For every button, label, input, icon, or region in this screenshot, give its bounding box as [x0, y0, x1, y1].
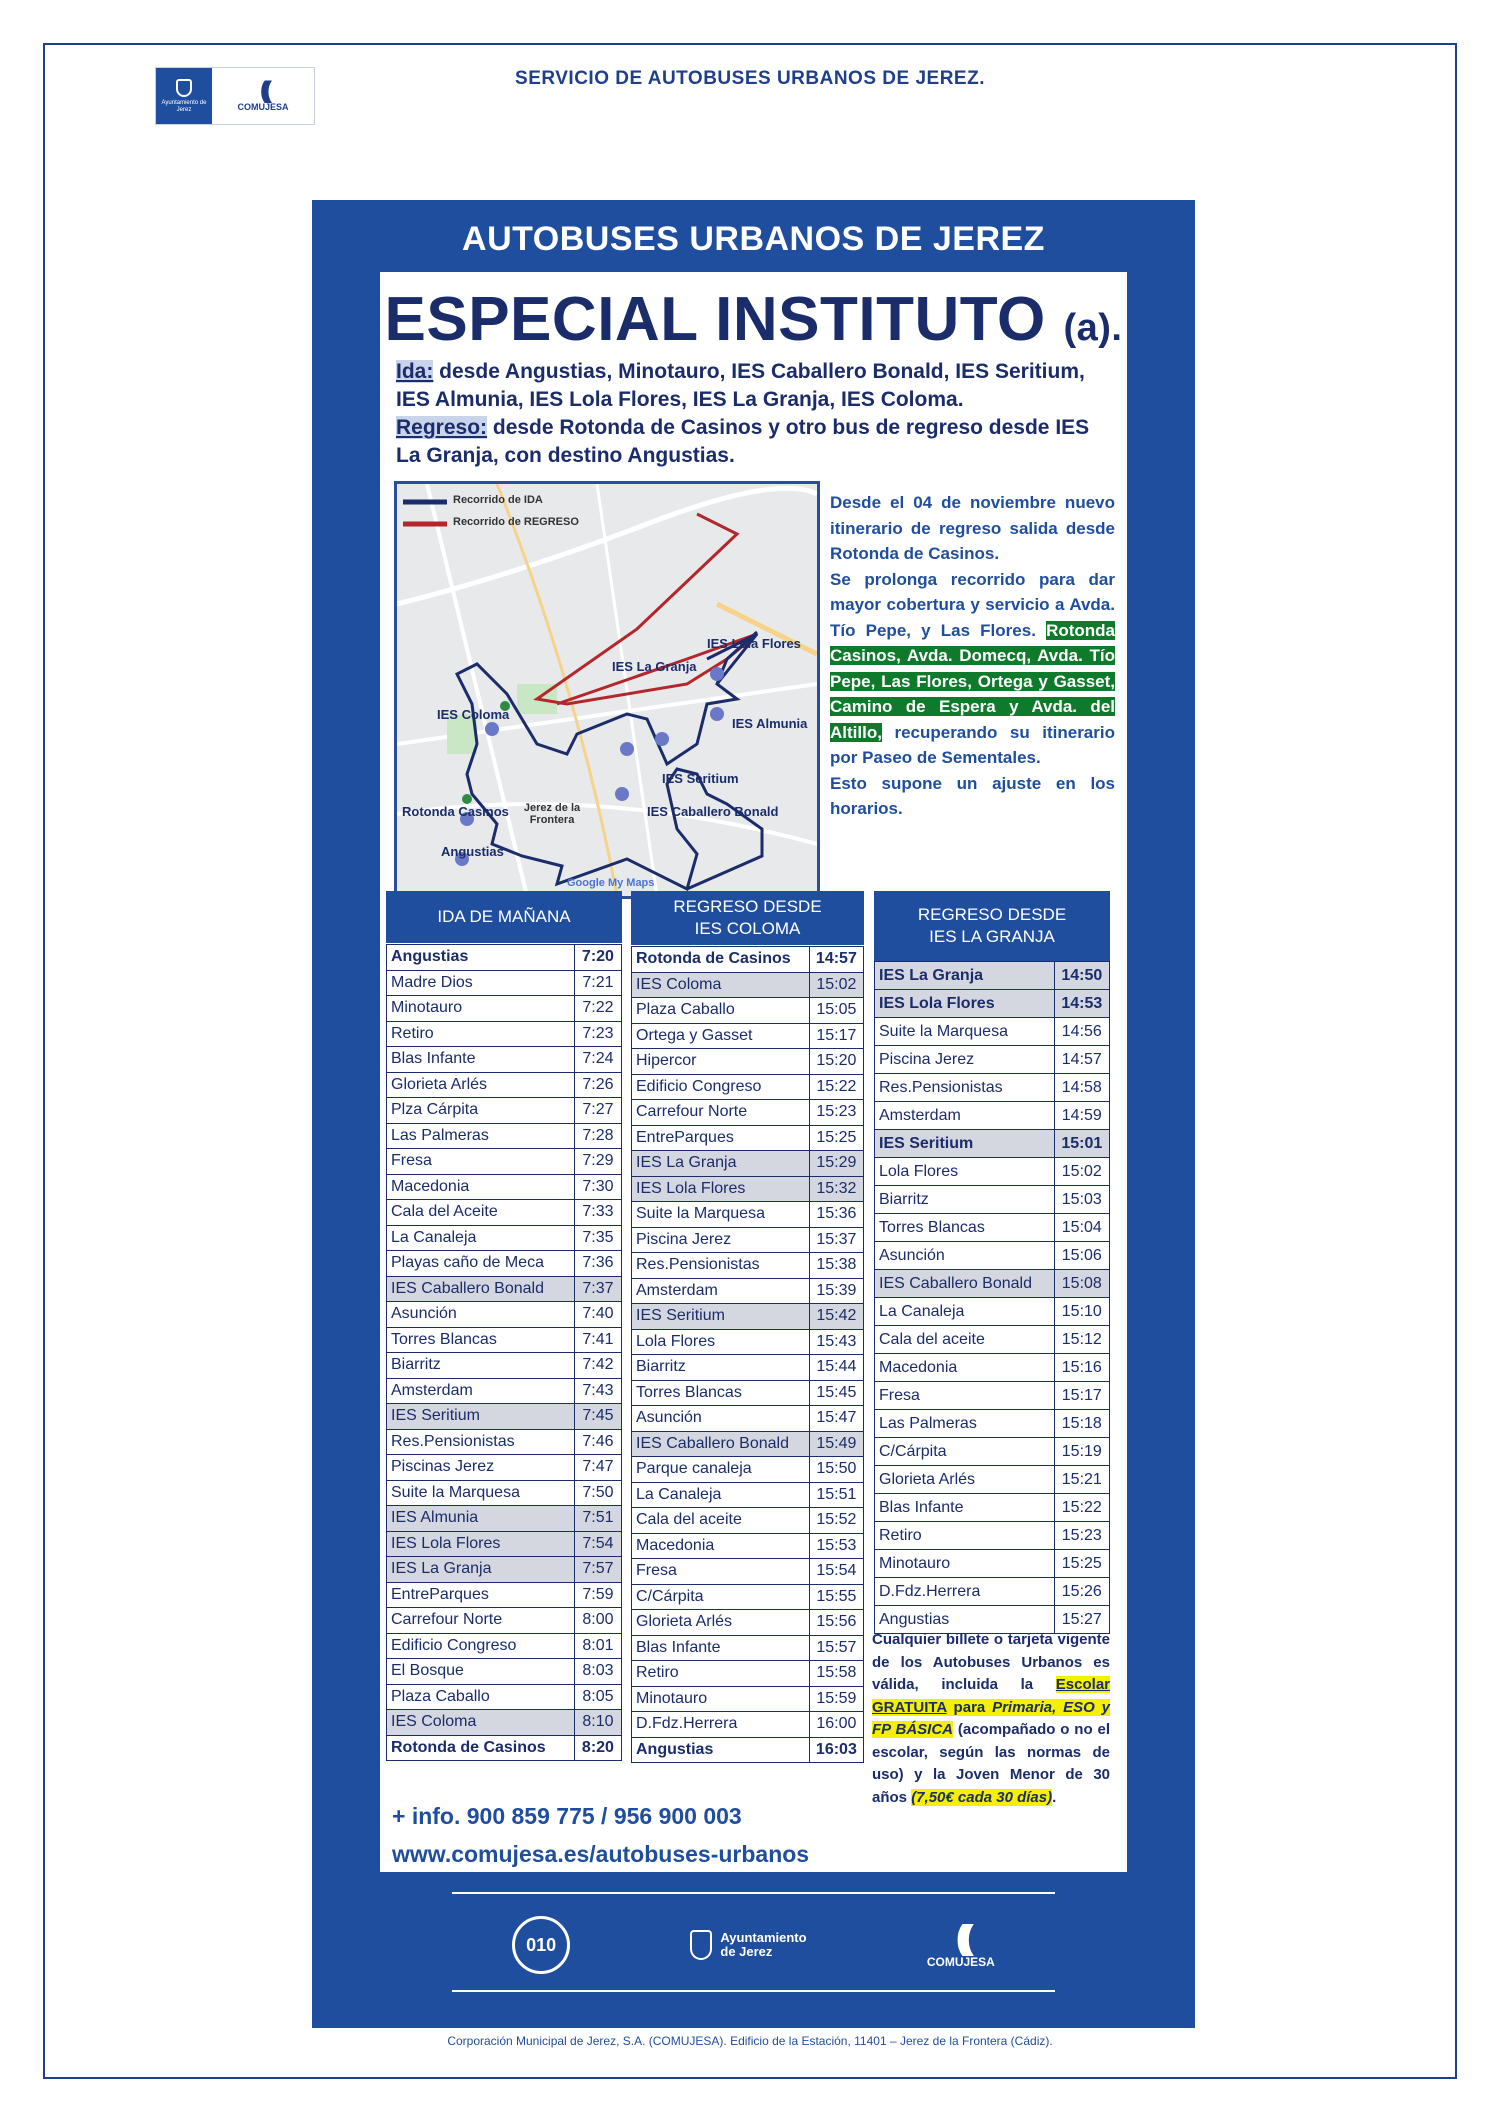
ayuntamiento-footer-logo: Ayuntamiento de Jerez	[690, 1930, 806, 1960]
ida-timetable	[386, 944, 622, 1761]
stop-time: 15:03	[1054, 1186, 1109, 1214]
stop-name: Macedonia	[875, 1354, 1055, 1382]
stop-name: Torres Blancas	[875, 1214, 1055, 1242]
route-change-notice: Desde el 04 de noviembre nuevo itinerario de regreso salida desde Rotonda de Casinos. Se prolonga recorrido para dar mayor cobertura y servicio a Avda. Tío Pepe, y Las Flores. Rotonda Casinos, Avda. Domecq, Avda. Tío Pepe, Las Flores, Ortega y Gasset, Camino de Espera y Avda. del Altillo, recuperando su itinerario por Paseo de Sementales. Esto supone un ajuste en los horarios.	[830, 493, 1115, 818]
stop-time: 14:53	[1054, 990, 1109, 1018]
stop-time: 15:44	[809, 1355, 863, 1381]
main-heading: ESPECIAL INSTITUTO (a).	[384, 285, 1123, 354]
timetable-row	[387, 1072, 622, 1098]
stop-time: 15:43	[809, 1329, 863, 1355]
route-map[interactable]: Recorrido de IDA Recorrido de REGRESO IES Lola Flores IES La Granja IES Coloma IES Almunia IES Seritium IES Caballero Bonald Rotonda Casinos Jerez de la Frontera Angustias Google My Maps	[394, 481, 820, 899]
stop-name: Plza Cárpita	[387, 1098, 575, 1124]
timetable-row	[632, 1431, 864, 1457]
timetable-row	[875, 1494, 1110, 1522]
timetable-row	[632, 1329, 864, 1355]
stop-name: IES Coloma	[387, 1710, 575, 1736]
timetable-row	[632, 1482, 864, 1508]
timetable-row	[632, 1227, 864, 1253]
timetable-row	[632, 1559, 864, 1585]
stop-time: 15:02	[1054, 1158, 1109, 1186]
granja-table-header: REGRESO DESDE IES LA GRANJA	[874, 891, 1110, 961]
timetable-row	[387, 1404, 622, 1430]
stop-time: 7:57	[574, 1557, 621, 1583]
timetable-row	[387, 1506, 622, 1532]
timetable-row	[632, 1635, 864, 1661]
010-logo: 010	[512, 1916, 570, 1974]
timetable-row	[632, 1253, 864, 1279]
stop-time: 15:56	[809, 1610, 863, 1636]
timetable-row	[632, 1737, 864, 1763]
comujesa-mark-icon: (((	[260, 77, 266, 104]
stop-name: Blas Infante	[387, 1047, 575, 1073]
timetable-row	[632, 1304, 864, 1330]
footer-divider	[452, 1892, 1055, 1894]
stop-time: 7:54	[574, 1531, 621, 1557]
stop-time: 8:00	[574, 1608, 621, 1634]
stop-time: 14:56	[1054, 1018, 1109, 1046]
stop-time: 15:08	[1054, 1270, 1109, 1298]
timetable-row	[875, 1550, 1110, 1578]
stop-name: Biarritz	[387, 1353, 575, 1379]
stop-time: 15:55	[809, 1584, 863, 1610]
timetable-row	[387, 945, 622, 971]
timetable-row	[875, 1326, 1110, 1354]
stop-name: Biarritz	[632, 1355, 810, 1381]
stop-name: Edificio Congreso	[387, 1633, 575, 1659]
timetable-row	[875, 1382, 1110, 1410]
timetable-row	[632, 1355, 864, 1381]
timetable-row	[387, 970, 622, 996]
stop-time: 15:42	[809, 1304, 863, 1330]
stop-name: C/Cárpita	[875, 1438, 1055, 1466]
stop-time: 16:00	[809, 1712, 863, 1738]
stop-name: Blas Infante	[632, 1635, 810, 1661]
stop-name: Plaza Caballo	[632, 998, 810, 1024]
stop-name: Suite la Marquesa	[875, 1018, 1055, 1046]
stop-name: Biarritz	[875, 1186, 1055, 1214]
stop-name: Suite la Marquesa	[632, 1202, 810, 1228]
timetable-row	[387, 1710, 622, 1736]
stop-time: 15:21	[1054, 1466, 1109, 1494]
contact-info	[392, 1797, 809, 1873]
page-footer: Corporación Municipal de Jerez, S.A. (COMUJESA). Edificio de la Estación, 11401 – Jerez de la Frontera (Cádiz).	[447, 2034, 1053, 2048]
timetable-row	[387, 1378, 622, 1404]
footer-divider	[452, 1990, 1055, 1992]
coloma-table-header: REGRESO DESDE IES COLOMA	[631, 891, 864, 945]
timetable-row	[875, 1438, 1110, 1466]
stop-name: Angustias	[632, 1737, 810, 1763]
timetable-row	[387, 1174, 622, 1200]
stop-time: 15:59	[809, 1686, 863, 1712]
comujesa-footer-logo: ((( COMUJESA	[926, 1919, 995, 1969]
stop-time: 15:04	[1054, 1214, 1109, 1242]
timetable-row	[875, 1102, 1110, 1130]
stop-name: Parque canaleja	[632, 1457, 810, 1483]
stop-name: Glorieta Arlés	[387, 1072, 575, 1098]
timetable-row	[632, 1125, 864, 1151]
stop-time: 15:26	[1054, 1578, 1109, 1606]
timetable-row	[632, 998, 864, 1024]
stop-name: Angustias	[875, 1606, 1055, 1634]
stop-time: 8:03	[574, 1659, 621, 1685]
stop-name: Fresa	[875, 1382, 1055, 1410]
stop-name: Cala del Aceite	[387, 1200, 575, 1226]
stop-name: Piscina Jerez	[875, 1046, 1055, 1074]
stop-time: 15:02	[809, 972, 863, 998]
timetable-row	[387, 1608, 622, 1634]
stop-name: Las Palmeras	[875, 1410, 1055, 1438]
intro-text: Ida: desde Angustias, Minotauro, IES Caballero Bonald, IES Seritium, IES Almunia, IES Lola Flores, IES La Granja, IES Coloma. Regreso: desde Rotonda de Casinos y otro bus de regreso desde IES La Granja, con destino Angustias.	[396, 360, 1090, 467]
timetable-row	[387, 1735, 622, 1761]
stop-time: 7:40	[574, 1302, 621, 1328]
stop-name: D.Fdz.Herrera	[875, 1578, 1055, 1606]
stop-name: IES Seritium	[387, 1404, 575, 1430]
timetable-row	[875, 1410, 1110, 1438]
stop-time: 15:10	[1054, 1298, 1109, 1326]
stop-time: 15:45	[809, 1380, 863, 1406]
stop-name: IES Coloma	[632, 972, 810, 998]
timetable-row	[632, 1074, 864, 1100]
regreso-label: Regreso:	[396, 416, 488, 439]
timetable-row	[632, 1584, 864, 1610]
stop-time: 15:12	[1054, 1326, 1109, 1354]
stop-time: 15:47	[809, 1406, 863, 1432]
stop-name: EntreParques	[387, 1582, 575, 1608]
timetable-row	[387, 1251, 622, 1277]
timetable-row	[632, 1508, 864, 1534]
timetable-row	[387, 1684, 622, 1710]
stop-name: Macedonia	[387, 1174, 575, 1200]
stop-name: Ortega y Gasset	[632, 1023, 810, 1049]
new-route-highlight: Rotonda Casinos, Avda. Domecq, Avda. Tío Pepe, Las Flores, Ortega y Gasset, Camino de Espera y Avda. del Altillo,	[830, 620, 1115, 742]
timetable-row	[632, 1100, 864, 1126]
stop-name: La Canaleja	[632, 1482, 810, 1508]
stop-name: Carrefour Norte	[387, 1608, 575, 1634]
stop-name: Cala del aceite	[875, 1326, 1055, 1354]
timetable-row	[632, 1176, 864, 1202]
timetable-row	[875, 1242, 1110, 1270]
stop-name: IES Lola Flores	[875, 990, 1055, 1018]
stop-name: Suite la Marquesa	[387, 1480, 575, 1506]
stop-time: 7:51	[574, 1506, 621, 1532]
timetable-row	[875, 1214, 1110, 1242]
stop-time: 15:17	[809, 1023, 863, 1049]
timetable-row	[875, 1354, 1110, 1382]
comujesa-logo: ((( COMUJESA	[237, 77, 289, 112]
stop-name: Glorieta Arlés	[875, 1466, 1055, 1494]
timetable-row	[387, 1047, 622, 1073]
timetable-row	[632, 1533, 864, 1559]
timetable-row	[875, 962, 1110, 990]
timetable-row	[387, 1123, 622, 1149]
stop-name: Amsterdam	[387, 1378, 575, 1404]
stop-name: IES Caballero Bonald	[387, 1276, 575, 1302]
timetable-row	[875, 990, 1110, 1018]
stop-name: IES Lola Flores	[387, 1531, 575, 1557]
timetable-row	[387, 1225, 622, 1251]
stop-name: La Canaleja	[875, 1298, 1055, 1326]
stop-time: 15:39	[809, 1278, 863, 1304]
stop-time: 8:10	[574, 1710, 621, 1736]
stop-time: 15:22	[809, 1074, 863, 1100]
stop-name: Minotauro	[632, 1686, 810, 1712]
stop-time: 15:22	[1054, 1494, 1109, 1522]
timetable-row	[632, 1712, 864, 1738]
google-attribution: Google My Maps	[567, 877, 655, 889]
stop-name: Torres Blancas	[387, 1327, 575, 1353]
timetable-row	[632, 1686, 864, 1712]
stop-time: 7:23	[574, 1021, 621, 1047]
ida-table-header: IDA DE MAÑANA	[386, 891, 622, 943]
poster	[312, 200, 1195, 2028]
fare-info: Cualquier billete o tarjeta vigente de los Autobuses Urbanos es válida, incluida la Escolar GRATUITA para Primaria, ESO y FP BÁSICA (acompañado o no el escolar, según las normas de uso) y la Joven Menor de 30 años (7,50€ cada 30 días).	[872, 1631, 1111, 1806]
stop-name: Rotonda de Casinos	[632, 947, 810, 973]
timetable-row	[875, 1186, 1110, 1214]
stop-name: Glorieta Arlés	[632, 1610, 810, 1636]
stop-name: El Bosque	[387, 1659, 575, 1685]
stop-time: 15:54	[809, 1559, 863, 1585]
stop-time: 14:58	[1054, 1074, 1109, 1102]
stop-time: 7:46	[574, 1429, 621, 1455]
poster-panel	[380, 272, 1127, 1872]
stop-name: Angustias	[387, 945, 575, 971]
stop-name: D.Fdz.Herrera	[632, 1712, 810, 1738]
stop-time: 7:41	[574, 1327, 621, 1353]
timetable-row	[875, 1018, 1110, 1046]
stop-time: 8:20	[574, 1735, 621, 1761]
stop-name: IES Caballero Bonald	[875, 1270, 1055, 1298]
ayuntamiento-logo: Ayuntamiento de Jerez	[156, 68, 212, 124]
timetable-row	[387, 1149, 622, 1175]
stop-time: 15:57	[809, 1635, 863, 1661]
stop-time: 7:21	[574, 970, 621, 996]
stop-name: Asunción	[875, 1242, 1055, 1270]
stop-time: 15:27	[1054, 1606, 1109, 1634]
stop-time: 15:19	[1054, 1438, 1109, 1466]
timetable-row	[387, 1276, 622, 1302]
stop-time: 15:53	[809, 1533, 863, 1559]
stop-time: 7:42	[574, 1353, 621, 1379]
timetable-row	[387, 1659, 622, 1685]
timetable-row	[387, 1633, 622, 1659]
stop-time: 7:26	[574, 1072, 621, 1098]
stop-name: C/Cárpita	[632, 1584, 810, 1610]
stop-time: 15:36	[809, 1202, 863, 1228]
stop-time: 7:22	[574, 996, 621, 1022]
stop-time: 15:17	[1054, 1382, 1109, 1410]
stop-name: Macedonia	[632, 1533, 810, 1559]
stop-time: 14:57	[1054, 1046, 1109, 1074]
stop-time: 7:37	[574, 1276, 621, 1302]
stop-time: 15:01	[1054, 1130, 1109, 1158]
stop-name: Res.Pensionistas	[632, 1253, 810, 1279]
contact-web-link[interactable]: www.comujesa.es/autobuses-urbanos	[392, 1841, 810, 1867]
coloma-timetable	[631, 946, 864, 1763]
timetable-row	[632, 1023, 864, 1049]
stop-time: 14:50	[1054, 962, 1109, 990]
stop-time: 7:43	[574, 1378, 621, 1404]
stop-name: Retiro	[875, 1522, 1055, 1550]
timetable-row	[387, 1480, 622, 1506]
stop-name: IES Almunia	[387, 1506, 575, 1532]
stop-name: Amsterdam	[875, 1102, 1055, 1130]
timetable-row	[875, 1298, 1110, 1326]
timetable-row	[387, 1582, 622, 1608]
poster-footer-logos	[452, 1903, 1055, 1987]
stop-time: 7:36	[574, 1251, 621, 1277]
stop-name: Lola Flores	[632, 1329, 810, 1355]
stop-name: Carrefour Norte	[632, 1100, 810, 1126]
poster-title: AUTOBUSES URBANOS DE JEREZ	[462, 220, 1045, 258]
stop-name: Fresa	[632, 1559, 810, 1585]
stop-time: 7:59	[574, 1582, 621, 1608]
stop-time: 7:47	[574, 1455, 621, 1481]
timetable-row	[632, 1457, 864, 1483]
stop-time: 15:18	[1054, 1410, 1109, 1438]
timetable-row	[387, 1557, 622, 1583]
stop-name: Lola Flores	[875, 1158, 1055, 1186]
stop-name: IES Caballero Bonald	[632, 1431, 810, 1457]
stop-name: Piscinas Jerez	[387, 1455, 575, 1481]
stop-name: Res.Pensionistas	[875, 1074, 1055, 1102]
stop-name: Res.Pensionistas	[387, 1429, 575, 1455]
timetable-row	[387, 1353, 622, 1379]
stop-time: 8:01	[574, 1633, 621, 1659]
timetable-row	[875, 1130, 1110, 1158]
stop-time: 7:50	[574, 1480, 621, 1506]
granja-timetable	[874, 961, 1110, 1634]
stop-time: 15:52	[809, 1508, 863, 1534]
stop-time: 15:05	[809, 998, 863, 1024]
timetable-row	[387, 996, 622, 1022]
stop-name: Retiro	[632, 1661, 810, 1687]
stop-name: Las Palmeras	[387, 1123, 575, 1149]
timetable-row	[632, 1610, 864, 1636]
stop-time: 15:06	[1054, 1242, 1109, 1270]
stop-time: 15:29	[809, 1151, 863, 1177]
timetable-row	[875, 1074, 1110, 1102]
timetable-row	[875, 1578, 1110, 1606]
map-canvas	[397, 484, 817, 896]
stop-time: 7:35	[574, 1225, 621, 1251]
stop-time: 15:50	[809, 1457, 863, 1483]
stop-time: 15:25	[1054, 1550, 1109, 1578]
stop-time: 16:03	[809, 1737, 863, 1763]
timetable-row	[387, 1531, 622, 1557]
stop-time: 15:32	[809, 1176, 863, 1202]
stop-name: IES Lola Flores	[632, 1176, 810, 1202]
stop-time: 15:23	[1054, 1522, 1109, 1550]
timetable-row	[387, 1455, 622, 1481]
stop-time: 7:33	[574, 1200, 621, 1226]
page-title: SERVICIO DE AUTOBUSES URBANOS DE JEREZ.	[515, 68, 985, 89]
stop-name: Blas Infante	[875, 1494, 1055, 1522]
stop-name: EntreParques	[632, 1125, 810, 1151]
stop-time: 7:24	[574, 1047, 621, 1073]
stop-name: La Canaleja	[387, 1225, 575, 1251]
stop-name: Madre Dios	[387, 970, 575, 996]
timetable-row	[632, 1202, 864, 1228]
timetable-row	[875, 1522, 1110, 1550]
stop-name: Plaza Caballo	[387, 1684, 575, 1710]
stop-name: IES Seritium	[632, 1304, 810, 1330]
stop-name: Hipercor	[632, 1049, 810, 1075]
stop-time: 15:25	[809, 1125, 863, 1151]
stop-name: Asunción	[387, 1302, 575, 1328]
stop-name: Retiro	[387, 1021, 575, 1047]
stop-name: Asunción	[632, 1406, 810, 1432]
timetable-row	[387, 1327, 622, 1353]
stop-name: Fresa	[387, 1149, 575, 1175]
timetable-row	[387, 1302, 622, 1328]
stop-time: 15:37	[809, 1227, 863, 1253]
stop-time: 15:38	[809, 1253, 863, 1279]
timetable-row	[632, 1151, 864, 1177]
timetable-row	[387, 1200, 622, 1226]
timetable-row	[387, 1098, 622, 1124]
stop-name: Minotauro	[875, 1550, 1055, 1578]
ida-label: Ida:	[396, 360, 434, 383]
timetable-row	[875, 1466, 1110, 1494]
stop-name: IES La Granja	[875, 962, 1055, 990]
timetable-row	[632, 1661, 864, 1687]
timetable-row	[632, 1406, 864, 1432]
stop-name: IES Seritium	[875, 1130, 1055, 1158]
stop-name: Minotauro	[387, 996, 575, 1022]
stop-name: Cala del aceite	[632, 1508, 810, 1534]
timetable-row	[387, 1429, 622, 1455]
stop-time: 7:30	[574, 1174, 621, 1200]
crest-icon	[690, 1930, 712, 1960]
timetable-row	[632, 1380, 864, 1406]
stop-time: 7:45	[574, 1404, 621, 1430]
timetable-row	[875, 1046, 1110, 1074]
comujesa-mark-icon: (((	[955, 1919, 966, 1957]
stop-time: 14:59	[1054, 1102, 1109, 1130]
stop-name: Edificio Congreso	[632, 1074, 810, 1100]
stop-time: 7:29	[574, 1149, 621, 1175]
stop-time: 8:05	[574, 1684, 621, 1710]
stop-name: IES La Granja	[632, 1151, 810, 1177]
stop-time: 15:51	[809, 1482, 863, 1508]
timetable-row	[387, 1021, 622, 1047]
timetable-row	[632, 1049, 864, 1075]
timetable-row	[632, 947, 864, 973]
stop-time: 7:20	[574, 945, 621, 971]
timetable-row	[875, 1158, 1110, 1186]
stop-time: 14:57	[809, 947, 863, 973]
stop-name: Rotonda de Casinos	[387, 1735, 575, 1761]
stop-time: 7:27	[574, 1098, 621, 1124]
stop-name: Amsterdam	[632, 1278, 810, 1304]
timetable-row	[632, 1278, 864, 1304]
stop-name: IES La Granja	[387, 1557, 575, 1583]
timetable-row	[875, 1270, 1110, 1298]
stop-name: Playas caño de Meca	[387, 1251, 575, 1277]
stop-time: 15:49	[809, 1431, 863, 1457]
stop-time: 15:23	[809, 1100, 863, 1126]
stop-time: 7:28	[574, 1123, 621, 1149]
stop-name: Piscina Jerez	[632, 1227, 810, 1253]
contact-phone[interactable]: + info. 900 859 775 / 956 900 003	[392, 1803, 742, 1829]
stop-name: Torres Blancas	[632, 1380, 810, 1406]
timetable-row	[632, 972, 864, 998]
stop-time: 15:20	[809, 1049, 863, 1075]
stop-time: 15:58	[809, 1661, 863, 1687]
stop-time: 15:16	[1054, 1354, 1109, 1382]
